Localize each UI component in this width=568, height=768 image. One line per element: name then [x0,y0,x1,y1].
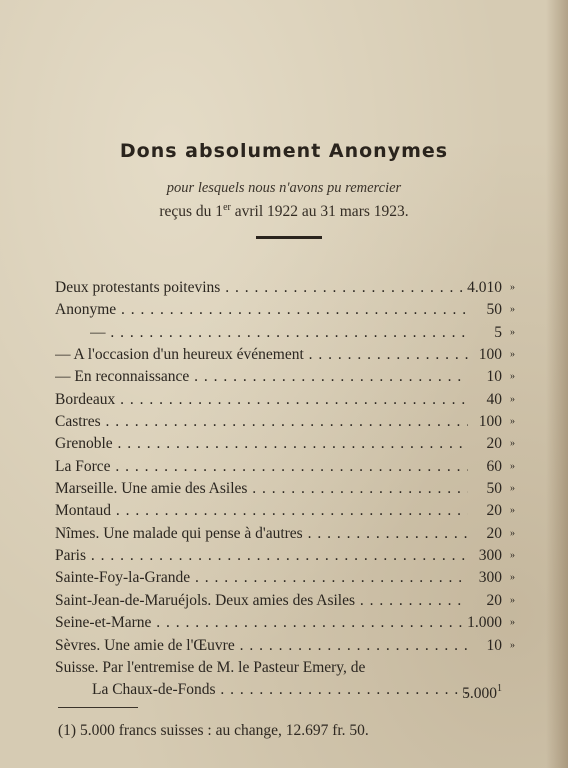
entry-ditto-mark: » [510,639,515,651]
entry-ditto-mark: » [510,594,515,606]
entry-ditto-mark: » [510,505,515,517]
list-item [0,590,568,612]
entry-label: — En reconnaissance . . . [55,366,468,388]
list-item [0,500,568,522]
list-item [0,679,568,701]
entry-amount [487,366,503,388]
entry-ditto-mark: » [510,349,515,361]
list-item [0,523,568,545]
entry-ditto-mark: » [510,460,515,472]
entry-amount-text: 300 [478,547,502,565]
entry-amount-text: 20 [486,435,502,453]
entry-label: Deux protestants poitevins . . . [55,277,468,299]
footnote-rule [58,707,138,708]
entry-amount [479,411,502,433]
entry-label: Montaud . . . [55,500,468,522]
donations-list [0,277,568,702]
entry-amount-text: 5.000 [462,685,497,703]
entry-label: Nîmes. Une malade qui pense à d'autres . . . [55,523,468,545]
entry-label: — . . . [90,322,468,344]
list-item [0,635,568,657]
entry-amount [487,299,503,321]
entry-amount [467,277,502,299]
entry-amount-text: 4.010 [467,279,502,296]
entry-amount-text: 20 [486,591,502,609]
entry-amount-text: 10 [486,368,502,386]
list-item [0,322,568,344]
list-item [0,567,568,589]
title-rule [256,236,322,239]
list-item [0,478,568,500]
entry-amount [487,635,503,657]
entry-label: Grenoble . . . [55,433,468,455]
entry-amount [479,344,502,366]
entry-ditto-mark: » [510,282,515,293]
entry-ditto-mark: » [510,438,515,450]
entry-amount [487,590,503,612]
footnote [58,722,369,740]
date-range-prefix: reçus du 1 [159,203,224,221]
entry-ditto-mark: » [510,527,515,539]
entry-ditto-mark: » [510,304,515,316]
date-range-suffix: avril 1922 au 31 mars 1923. [230,203,409,221]
entry-label: Seine-et-Marne . . . [55,612,468,634]
list-item [0,344,568,366]
entry-amount [479,545,502,567]
entry-amount-text: 20 [486,502,502,520]
entry-amount [467,612,502,634]
list-item [0,456,568,478]
entry-label: Marseille. Une amie des Asiles . . . [55,478,468,500]
list-item [0,299,568,321]
footnote-ref: (1) [58,722,77,739]
entry-amount [494,322,502,344]
entry-label: Bordeaux . . . [55,389,468,411]
entry-ditto-mark: » [510,326,515,338]
entry-amount-text: 60 [486,457,502,475]
list-item [0,277,568,299]
page-subtitle: pour lesquels nous n'avons pu remercier [166,180,402,196]
entry-label: La Chaux-de-Fonds . . . [92,679,468,701]
entry-amount-text: 5 [494,323,502,341]
entry-label: Suisse. Par l'entremise de M. le Pasteur Emery, de [55,658,366,676]
entry-amount-text: 100 [478,346,502,364]
entry-amount [487,389,503,411]
list-item [0,657,568,679]
footnote-marker: 1 [497,683,502,695]
entry-ditto-mark: » [510,483,515,495]
list-item [0,366,568,388]
entry-label: Anonyme . . . [55,299,468,321]
entry-ditto-mark: » [510,617,515,629]
list-item [0,411,568,433]
entry-ditto-mark: » [510,550,515,562]
entry-label: Sainte-Foy-la-Grande . . . [55,567,468,589]
entry-amount-text: 10 [486,636,502,654]
entry-amount [487,523,503,545]
entry-ditto-mark: » [510,393,515,405]
entry-amount-text: 100 [478,413,502,431]
list-item [0,612,568,634]
list-item [0,545,568,567]
entry-label: Saint-Jean-de-Maruéjols. Deux amies des Asiles . . . [55,590,468,612]
entry-amount [487,433,503,455]
entry-amount-text: 300 [478,569,502,587]
entry-label: Castres . . . [55,411,468,433]
entry-amount [487,456,503,478]
entry-amount [479,567,502,589]
date-range-sup: er [223,202,231,213]
entry-label: Paris . . . [55,545,468,567]
entry-ditto-mark: » [510,416,515,428]
entry-amount [487,478,503,500]
date-range [0,202,568,221]
entry-ditto-mark: » [510,572,515,584]
entry-amount-text: 40 [486,390,502,408]
list-item [0,433,568,455]
entry-label: — A l'occasion d'un heureux événement . . . [55,344,468,366]
entry-label: La Force . . . [55,456,468,478]
page-title: Dons absolument Anonymes [119,140,449,162]
entry-amount-text: 50 [486,301,502,319]
entry-amount [487,500,503,522]
footnote-text: 5.000 francs suisses : au change, 12.697 fr. 50. [76,722,369,739]
entry-amount-text: 50 [486,480,502,498]
entry-amount-text: 20 [486,524,502,542]
list-item [0,389,568,411]
entry-amount [462,679,502,706]
entry-amount-text: 1.000 [467,614,502,632]
entry-ditto-mark: » [510,371,515,383]
entry-label: Sèvres. Une amie de l'Œuvre . . . [55,635,468,657]
